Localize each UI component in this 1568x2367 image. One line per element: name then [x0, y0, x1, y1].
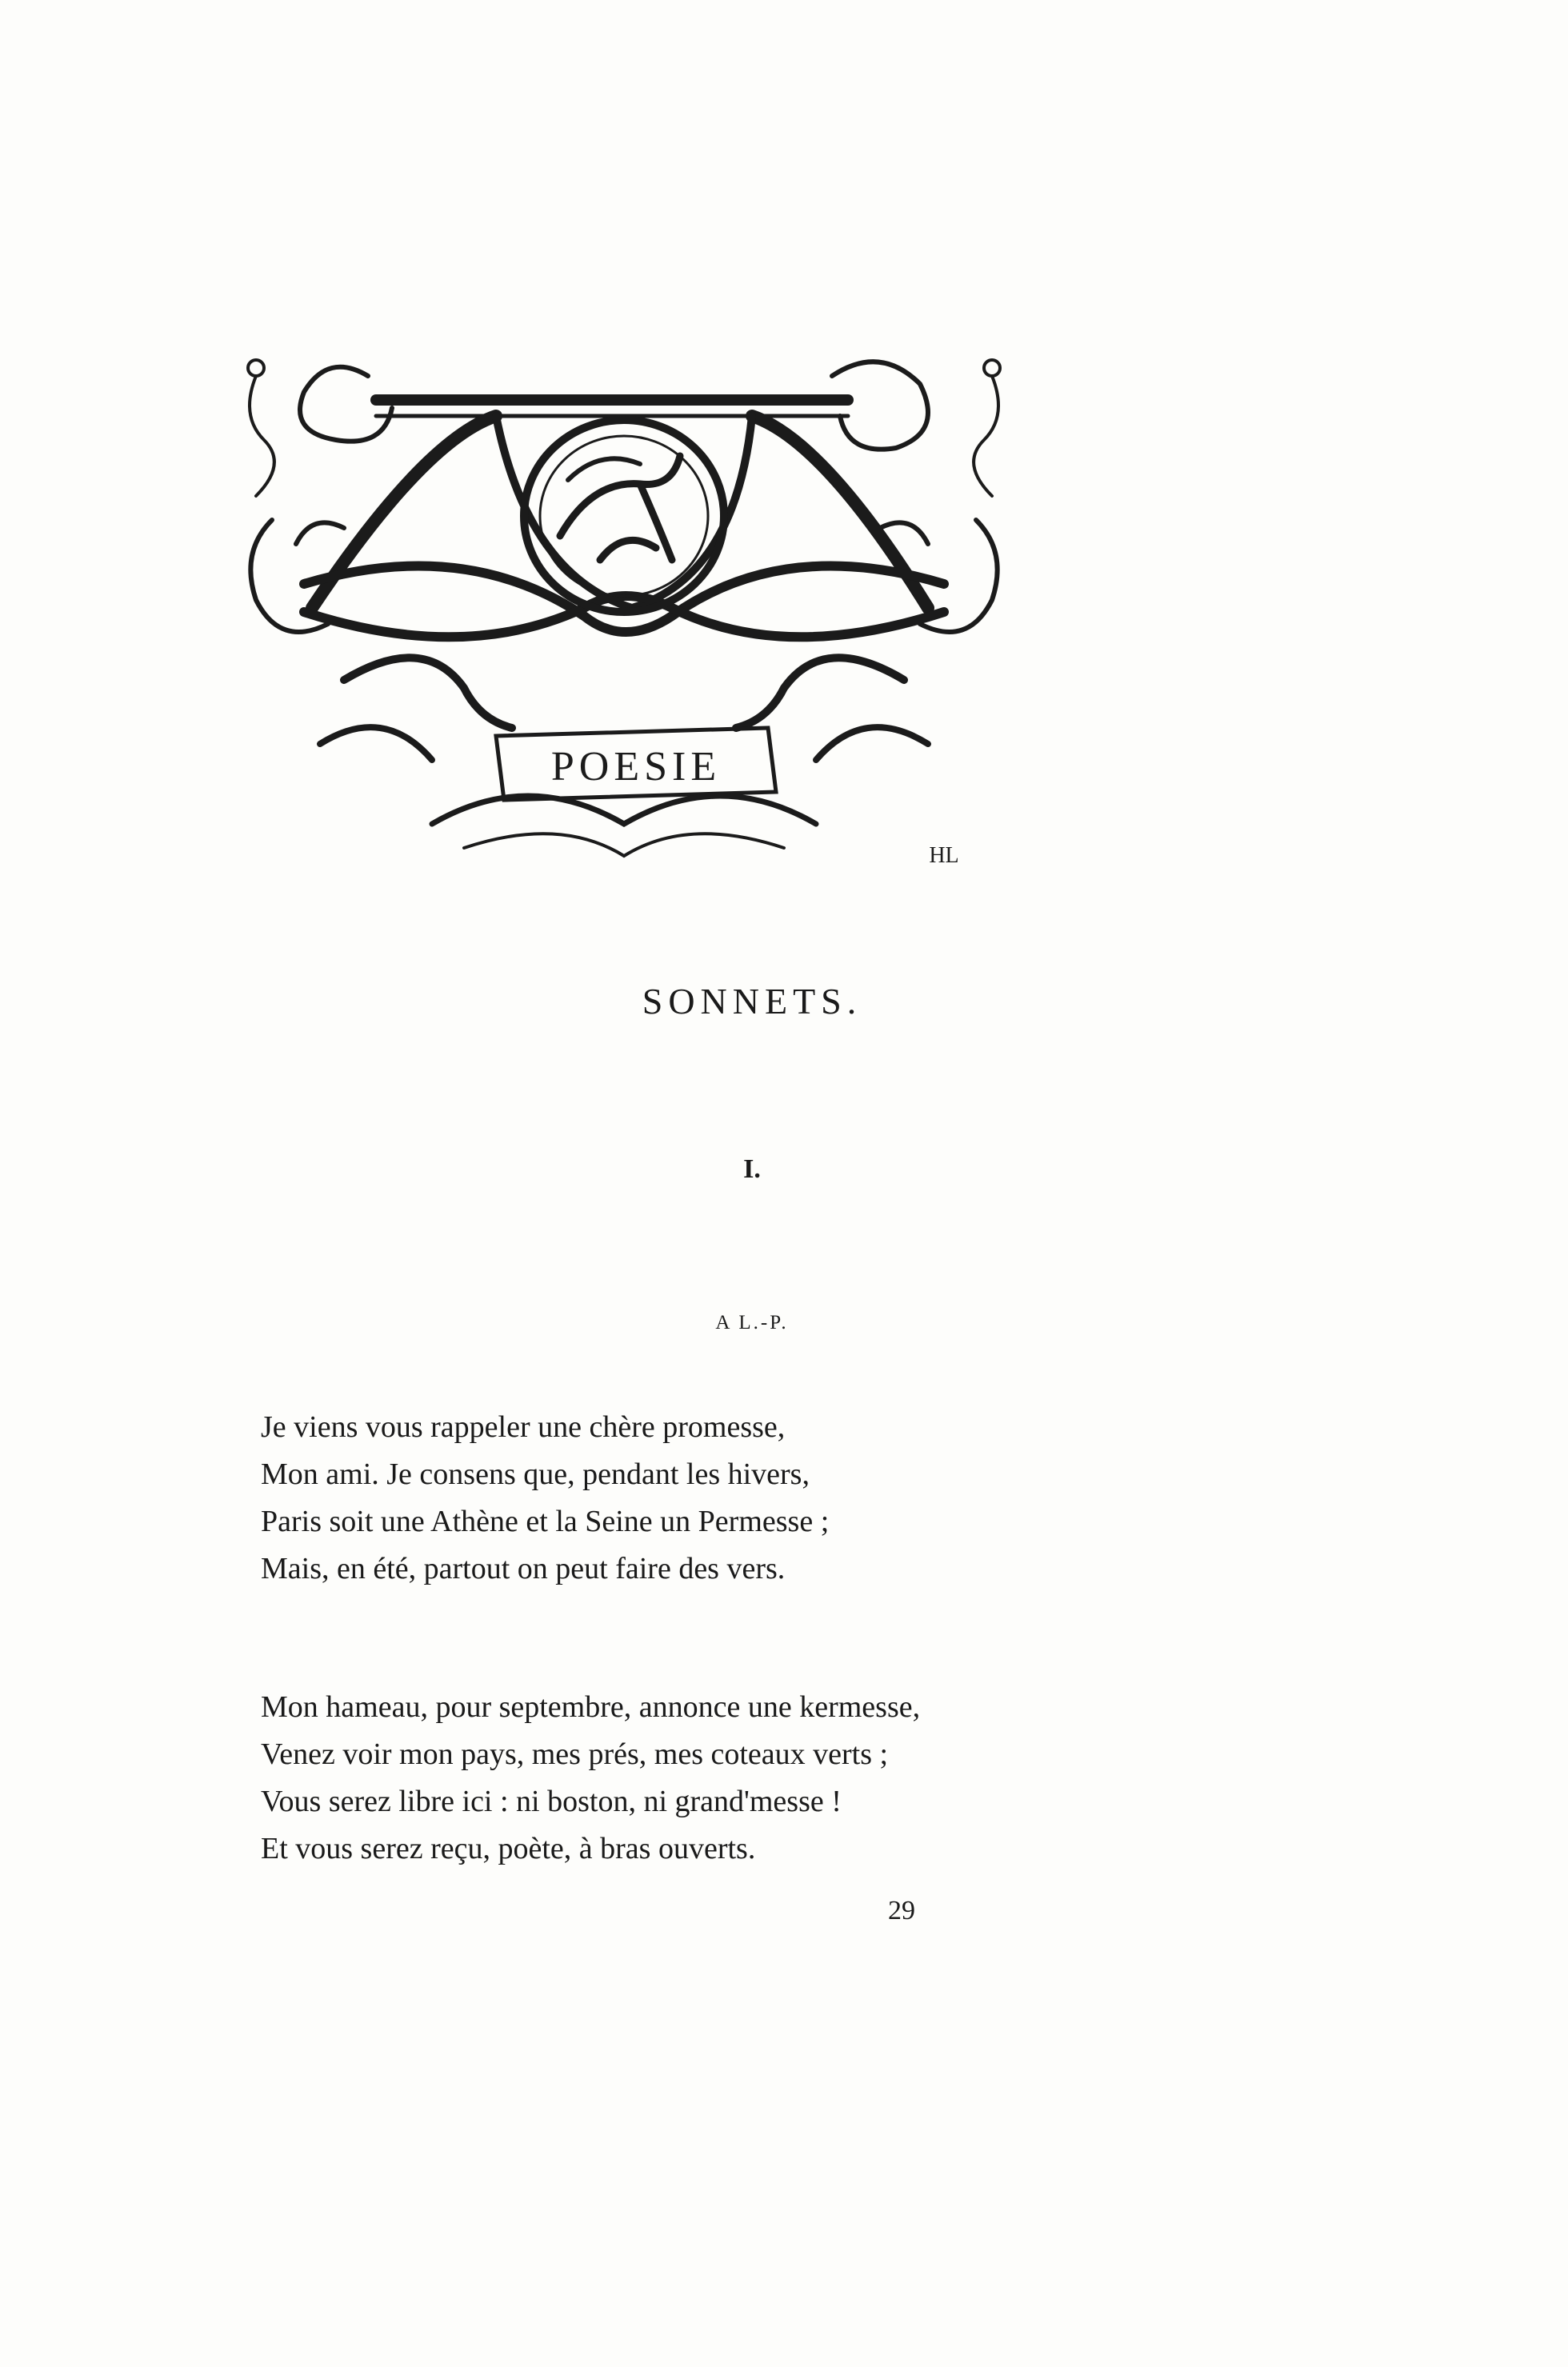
- verse-line: Mon ami. Je consens que, pendant les hivers,: [261, 1457, 810, 1491]
- banner-text: POESIE: [550, 744, 722, 790]
- stanza-2: [261, 1684, 920, 1873]
- dedication: A L.-P.: [715, 1312, 789, 1333]
- verse-line: Je viens vous rappeler une chère promesse,: [261, 1410, 786, 1444]
- engraver-signature: HL: [929, 843, 959, 868]
- page-title: SONNETS.: [642, 981, 862, 1022]
- section-numeral: I.: [743, 1154, 761, 1184]
- poesie-vignette: [224, 344, 1024, 872]
- verse-line: Mon hameau, pour septembre, annonce une kermesse,: [261, 1690, 921, 1724]
- verse-line: Et vous serez reçu, poète, à bras ouverts.: [261, 1832, 756, 1865]
- page-number: 29: [888, 1896, 915, 1925]
- verse-line: Vous serez libre ici : ni boston, ni grand'messe !: [261, 1785, 842, 1818]
- verse-line: Mais, en été, partout on peut faire des vers.: [261, 1552, 786, 1585]
- verse-line: Paris soit une Athène et la Seine un Permesse ;: [261, 1505, 830, 1538]
- verse-line: Venez voir mon pays, mes prés, mes coteaux verts ;: [261, 1737, 889, 1771]
- stanza-1: [261, 1404, 829, 1593]
